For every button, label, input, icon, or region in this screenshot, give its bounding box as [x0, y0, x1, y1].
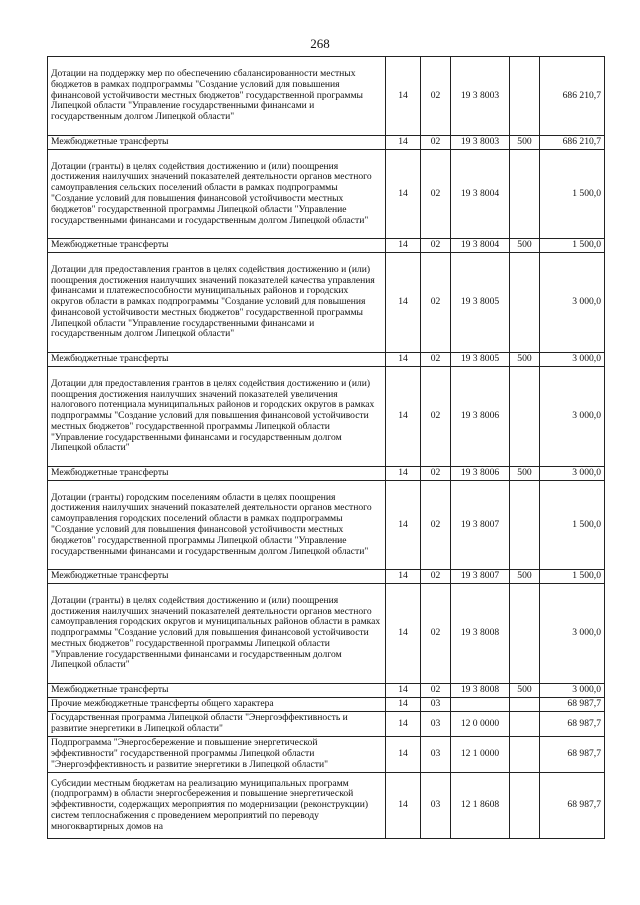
subsection-code: 02 — [421, 684, 451, 698]
table-row — [48, 773, 605, 839]
target-article-code: 19 3 8008 — [451, 684, 510, 698]
table-row — [48, 136, 605, 150]
target-article-code: 19 3 8003 — [451, 57, 510, 136]
expense-type-code: 500 — [510, 353, 540, 367]
row-description: Дотации на поддержку мер по обеспечению сбалансированности местных бюджетов в рамках подпрограммы "Создание условий для повышения финансовой устойчивости местных бюджетов" государственной программы Липецкой области "Управление государственными финансами и государственным долгом Липецкой области" — [48, 57, 386, 136]
expense-type-code: 500 — [510, 570, 540, 584]
expense-type-code — [510, 712, 540, 737]
table-row — [48, 712, 605, 737]
subsection-code: 02 — [421, 570, 451, 584]
ministry-code: 14 — [386, 57, 421, 136]
expense-type-code — [510, 481, 540, 570]
amount: 686 210,7 — [540, 136, 605, 150]
amount: 1 500,0 — [540, 239, 605, 253]
target-article-code: 19 3 8003 — [451, 136, 510, 150]
table-row — [48, 239, 605, 253]
target-article-code: 12 1 8608 — [451, 773, 510, 839]
subsection-code: 03 — [421, 698, 451, 712]
table-row — [48, 150, 605, 239]
row-description: Межбюджетные трансферты — [48, 239, 386, 253]
ministry-code: 14 — [386, 698, 421, 712]
expense-type-code: 500 — [510, 136, 540, 150]
amount: 68 987,7 — [540, 698, 605, 712]
subsection-code: 03 — [421, 737, 451, 773]
subsection-code: 02 — [421, 150, 451, 239]
table-row — [48, 367, 605, 467]
subsection-code: 03 — [421, 773, 451, 839]
expense-type-code — [510, 698, 540, 712]
subsection-code: 02 — [421, 253, 451, 353]
table-row — [48, 467, 605, 481]
ministry-code: 14 — [386, 570, 421, 584]
page-number: 268 — [310, 36, 330, 51]
subsection-code: 02 — [421, 481, 451, 570]
amount: 1 500,0 — [540, 570, 605, 584]
ministry-code: 14 — [386, 712, 421, 737]
table-row — [48, 737, 605, 773]
ministry-code: 14 — [386, 136, 421, 150]
target-article-code: 19 3 8007 — [451, 570, 510, 584]
amount: 1 500,0 — [540, 150, 605, 239]
amount: 3 000,0 — [540, 684, 605, 698]
subsection-code: 03 — [421, 712, 451, 737]
table-row — [48, 684, 605, 698]
row-description: Дотации (гранты) в целях содействия достижению и (или) поощрения достижения наилучших значений показателей деятельности органов местного самоуправления сельских поселений области в рамках подпрограммы "Создание условий для повышения финансовой устойчивости местных бюджетов" государственной программы Липецкой области "Управление государственными финансами и государственным долгом Липецкой области" — [48, 150, 386, 239]
row-description: Прочие межбюджетные трансферты общего характера — [48, 698, 386, 712]
row-description: Межбюджетные трансферты — [48, 684, 386, 698]
amount: 1 500,0 — [540, 481, 605, 570]
amount: 68 987,7 — [540, 737, 605, 773]
table-row — [48, 57, 605, 136]
ministry-code: 14 — [386, 737, 421, 773]
ministry-code: 14 — [386, 239, 421, 253]
subsection-code: 02 — [421, 467, 451, 481]
table-row — [48, 698, 605, 712]
subsection-code: 02 — [421, 584, 451, 684]
ministry-code: 14 — [386, 353, 421, 367]
target-article-code: 12 0 0000 — [451, 712, 510, 737]
row-description: Дотации (гранты) городским поселениям области в целях поощрения достижения наилучших значений показателей деятельности органов местного самоуправления городских поселений области в рамках подпрограммы "Создание условий для повышения финансовой устойчивости местных бюджетов" государственной программы Липецкой области "Управление государственными финансами и государственным долгом Липецкой области" — [48, 481, 386, 570]
row-description: Межбюджетные трансферты — [48, 467, 386, 481]
table-row — [48, 253, 605, 353]
target-article-code: 19 3 8005 — [451, 253, 510, 353]
target-article-code: 19 3 8005 — [451, 353, 510, 367]
row-description: Дотации (гранты) в целях содействия достижению и (или) поощрения достижения наилучших значений показателей деятельности органов местного самоуправления городских округов и муниципальных районов области в рамках подпрограммы "Создание условий для повышения финансовой устойчивости местных бюджетов" государственной программы Липецкой области "Управление государственными финансами и государственным долгом Липецкой области" — [48, 584, 386, 684]
amount: 686 210,7 — [540, 57, 605, 136]
row-description: Дотации для предоставления грантов в целях содействия достижению и (или) поощрения достижения наилучших значений показателей качества управления финансами и платежеспособности муниципальных районов и городских округов области в рамках подпрограммы "Создание условий для повышения финансовой устойчивости местных бюджетов" государственной программы Липецкой области "Управление государственными финансами и государственным долгом Липецкой области" — [48, 253, 386, 353]
subsection-code: 02 — [421, 57, 451, 136]
ministry-code: 14 — [386, 253, 421, 353]
subsection-code: 02 — [421, 136, 451, 150]
target-article-code: 19 3 8006 — [451, 367, 510, 467]
ministry-code: 14 — [386, 684, 421, 698]
expense-type-code — [510, 253, 540, 353]
expense-type-code — [510, 367, 540, 467]
target-article-code: 19 3 8008 — [451, 584, 510, 684]
expense-type-code: 500 — [510, 467, 540, 481]
target-article-code: 12 1 0000 — [451, 737, 510, 773]
amount: 3 000,0 — [540, 467, 605, 481]
target-article-code: 19 3 8007 — [451, 481, 510, 570]
target-article-code — [451, 698, 510, 712]
subsection-code: 02 — [421, 239, 451, 253]
expense-type-code — [510, 773, 540, 839]
ministry-code: 14 — [386, 367, 421, 467]
target-article-code: 19 3 8006 — [451, 467, 510, 481]
expense-type-code — [510, 57, 540, 136]
expense-type-code: 500 — [510, 239, 540, 253]
row-description: Субсидии местным бюджетам на реализацию муниципальных программ (подпрограмм) в области энергосбережения и повышение энергетической эффективности, содержащих мероприятия по модернизации (реконструкции) систем теплоснабжения с проведением мероприятий по переводу многоквартирных домов на — [48, 773, 386, 839]
amount: 68 987,7 — [540, 773, 605, 839]
amount: 68 987,7 — [540, 712, 605, 737]
target-article-code: 19 3 8004 — [451, 239, 510, 253]
expense-type-code — [510, 737, 540, 773]
expense-type-code: 500 — [510, 684, 540, 698]
subsection-code: 02 — [421, 367, 451, 467]
ministry-code: 14 — [386, 150, 421, 239]
ministry-code: 14 — [386, 481, 421, 570]
ministry-code: 14 — [386, 584, 421, 684]
row-description: Подпрограмма "Энергосбережение и повышение энергетической эффективности" государственной программы Липецкой области "Энергоэффективность и развитие энергетики в Липецкой области" — [48, 737, 386, 773]
row-description: Государственная программа Липецкой области "Энергоэффективность и развитие энергетики в Липецкой области" — [48, 712, 386, 737]
expense-type-code — [510, 150, 540, 239]
table-row — [48, 353, 605, 367]
amount: 3 000,0 — [540, 367, 605, 467]
row-description: Дотации для предоставления грантов в целях содействия достижению и (или) поощрения достижения наилучших значений показателей увеличения налогового потенциала муниципальных районов и городских округов в рамках подпрограммы "Создание условий для повышения финансовой устойчивости местных бюджетов" государственной программы Липецкой области "Управление государственными финансами и государственным долгом Липецкой области" — [48, 367, 386, 467]
table-row — [48, 481, 605, 570]
amount: 3 000,0 — [540, 584, 605, 684]
subsection-code: 02 — [421, 353, 451, 367]
target-article-code: 19 3 8004 — [451, 150, 510, 239]
budget-table — [47, 56, 605, 839]
row-description: Межбюджетные трансферты — [48, 136, 386, 150]
ministry-code: 14 — [386, 467, 421, 481]
table-row — [48, 584, 605, 684]
row-description: Межбюджетные трансферты — [48, 353, 386, 367]
expense-type-code — [510, 584, 540, 684]
table-row — [48, 570, 605, 584]
amount: 3 000,0 — [540, 353, 605, 367]
amount: 3 000,0 — [540, 253, 605, 353]
row-description: Межбюджетные трансферты — [48, 570, 386, 584]
ministry-code: 14 — [386, 773, 421, 839]
